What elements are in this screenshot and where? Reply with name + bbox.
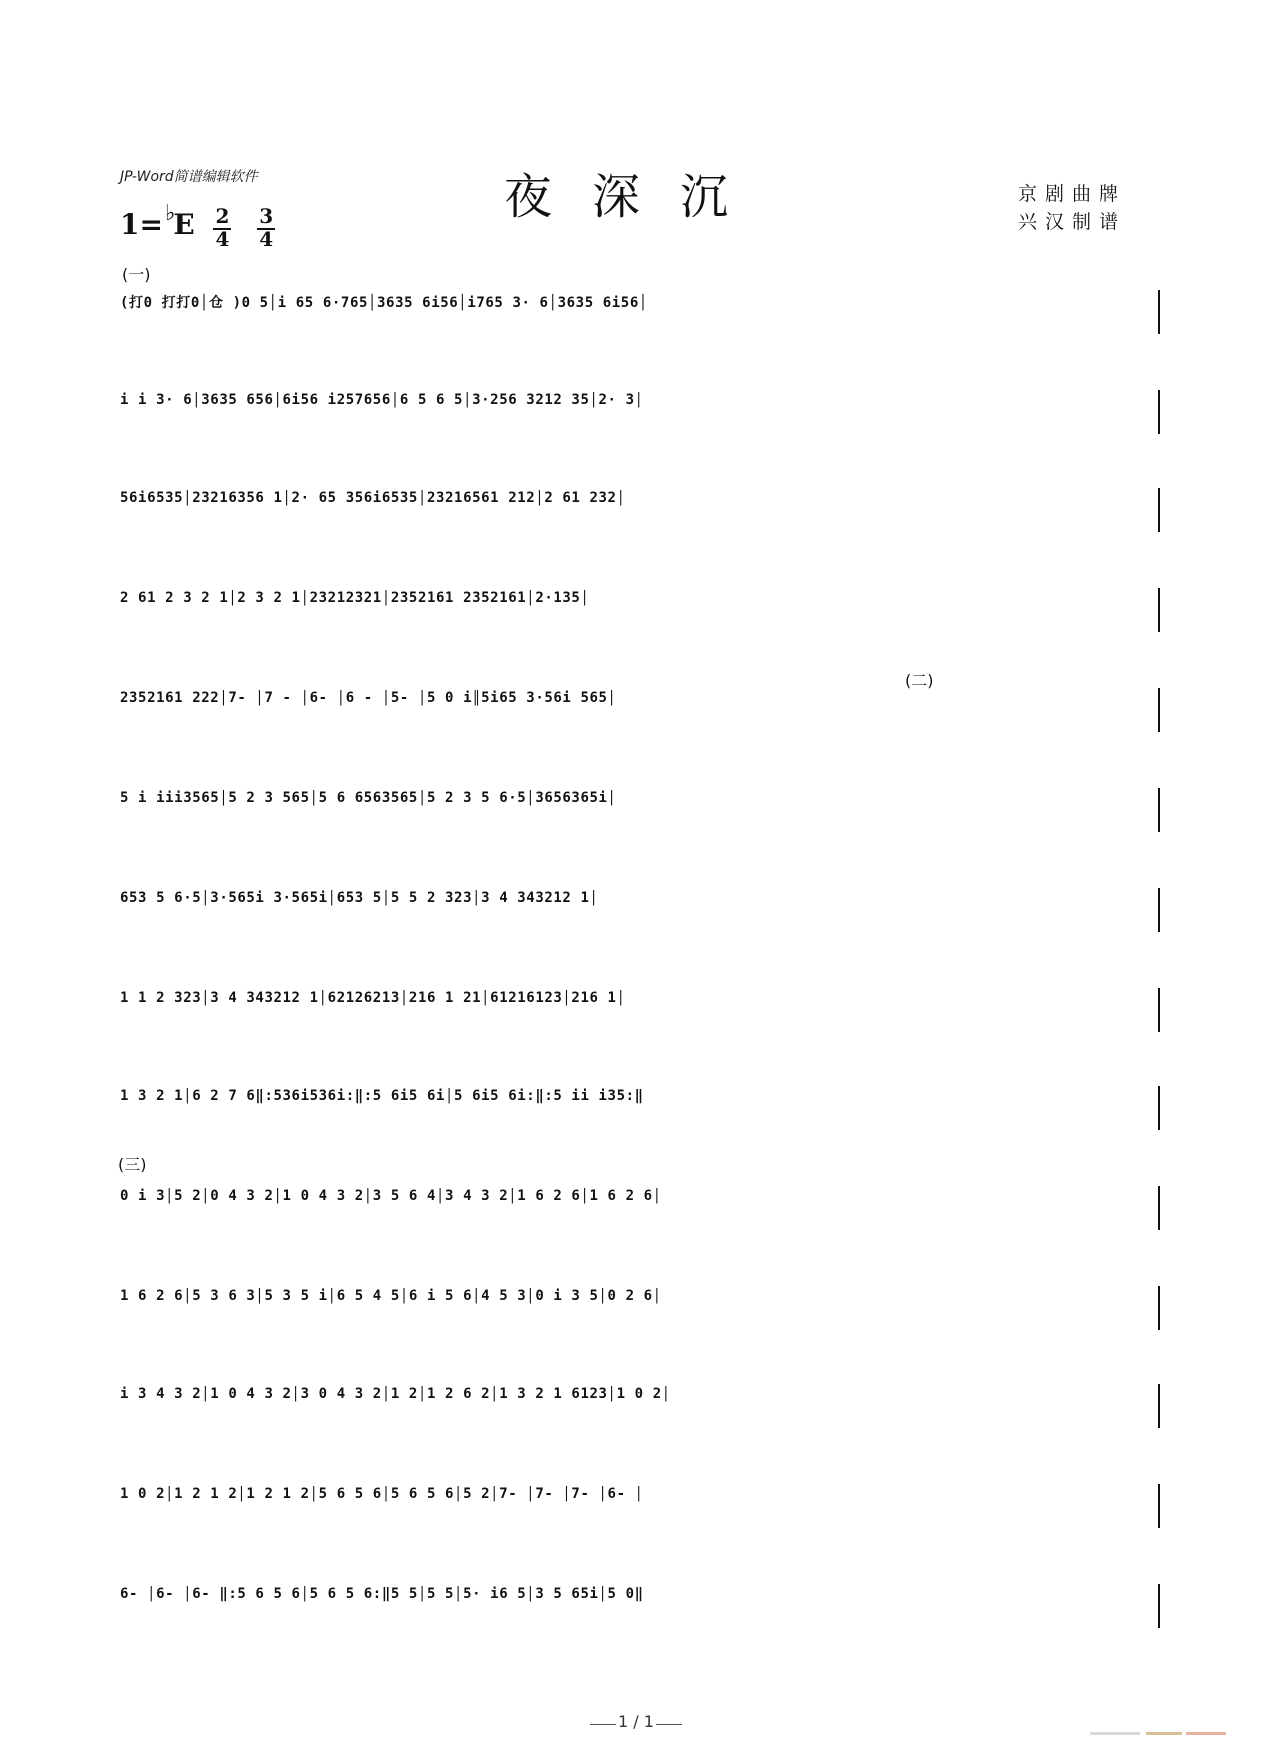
notation-system [120, 1476, 1160, 1536]
system-end-barline [1158, 888, 1160, 932]
system-end-barline [1158, 390, 1160, 434]
key-note: E [173, 208, 195, 241]
system-end-barline [1158, 290, 1160, 334]
system-end-barline [1158, 688, 1160, 732]
notation-line: 56i6535│23216356 1│2· 65 356i6535│23216561 212│2 61 232│ [120, 490, 626, 506]
notation-system [120, 1178, 1160, 1238]
notation-system [120, 780, 1160, 840]
notation-line: i i 3· 6│3635 656│6i56 i257656│6 5 6 5│3·256 3212 35│2· 3│ [120, 392, 644, 408]
time-signature-denominator: 4 [259, 227, 274, 251]
notation-system [120, 880, 1160, 940]
system-end-barline [1158, 1484, 1160, 1528]
section-label-three: (三) [118, 1155, 147, 1174]
system-end-barline [1158, 1286, 1160, 1330]
notation-system [120, 282, 1160, 342]
notation-system [120, 580, 1160, 640]
system-end-barline [1158, 1186, 1160, 1230]
notation-line: 1 1 2 323│3 4 343212 1│62126213│216 1 21│61216123│216 1│ [120, 990, 626, 1006]
notation-system [120, 1078, 1160, 1138]
time-signature-numerator: 3 [259, 204, 274, 228]
section-label-two: (二) [905, 671, 934, 690]
watermark-logo [1090, 1730, 1230, 1738]
flat-sign: ♭ [164, 200, 176, 226]
score-title: 夜深沉 [503, 169, 768, 225]
time-signature-denominator: 4 [215, 227, 230, 251]
page-number: 1 / 1 [618, 1712, 654, 1731]
notation-system [120, 1576, 1160, 1636]
system-end-barline [1158, 1584, 1160, 1628]
notation-line: 1 0 2│1 2 1 2│1 2 1 2│5 6 5 6│5 6 5 6│5 2│7- │7- │7- │6- │ [120, 1486, 644, 1502]
system-end-barline [1158, 788, 1160, 832]
notation-line: 5 i iii3565│5 2 3 565│5 6 6563565│5 2 3 5 6·5│3656365i│ [120, 790, 617, 806]
notation-system [120, 980, 1160, 1040]
credit-genre: 京剧曲牌 [1018, 183, 1127, 205]
notation-line: 1 6 2 6│5 3 6 3│5 3 5 i│6 5 4 5│6 i 5 6│4 5 3│0 i 3 5│0 2 6│ [120, 1288, 662, 1304]
footer-rule-right [656, 1724, 682, 1725]
notation-line: 0 i 3│5 2│0 4 3 2│1 0 4 3 2│3 5 6 4│3 4 3 2│1 6 2 6│1 6 2 6│ [120, 1188, 662, 1204]
notation-line: i 3 4 3 2│1 0 4 3 2│3 0 4 3 2│1 2│1 2 6 2│1 3 2 1 6123│1 0 2│ [120, 1386, 671, 1402]
notation-system [120, 480, 1160, 540]
system-end-barline [1158, 588, 1160, 632]
software-credit: JP-Word简谱编辑软件 [120, 169, 258, 185]
time-signature-numerator: 2 [215, 204, 230, 228]
credits [1018, 180, 1126, 236]
section-label-one: (一) [122, 265, 151, 284]
notation-system [120, 680, 1160, 740]
system-end-barline [1158, 988, 1160, 1032]
notation-line: 2 61 2 3 2 1│2 3 2 1│23212321│2352161 2352161│2·135│ [120, 590, 590, 606]
notation-line: 653 5 6·5│3·565i 3·565i│653 5│5 5 2 323│3 4 343212 1│ [120, 890, 599, 906]
system-end-barline [1158, 1384, 1160, 1428]
notation-system [120, 1376, 1160, 1436]
notation-line: (打0 打打0│仓 )0 5│i 65 6·765│3635 6i56│i765 3· 6│3635 6i56│ [120, 295, 648, 311]
system-end-barline [1158, 488, 1160, 532]
notation-system [120, 1278, 1160, 1338]
key-prefix: 1= [120, 208, 163, 241]
notation-system [120, 382, 1160, 442]
credit-arranger: 兴汉制谱 [1018, 211, 1127, 233]
system-end-barline [1158, 1086, 1160, 1130]
notation-line: 6- │6- │6- ‖:5 6 5 6│5 6 5 6:‖5 5│5 5│5· i6 5│3 5 65i│5 0‖ [120, 1586, 644, 1602]
notation-line: 1 3 2 1│6 2 7 6‖:536i536i:‖:5 6i5 6i│5 6i5 6i:‖:5 ii i35:‖ [120, 1088, 644, 1104]
notation-line: 2352161 222│7- │7 - │6- │6 - │5- │5 0 i║5i65 3·56i 565│ [120, 690, 617, 706]
